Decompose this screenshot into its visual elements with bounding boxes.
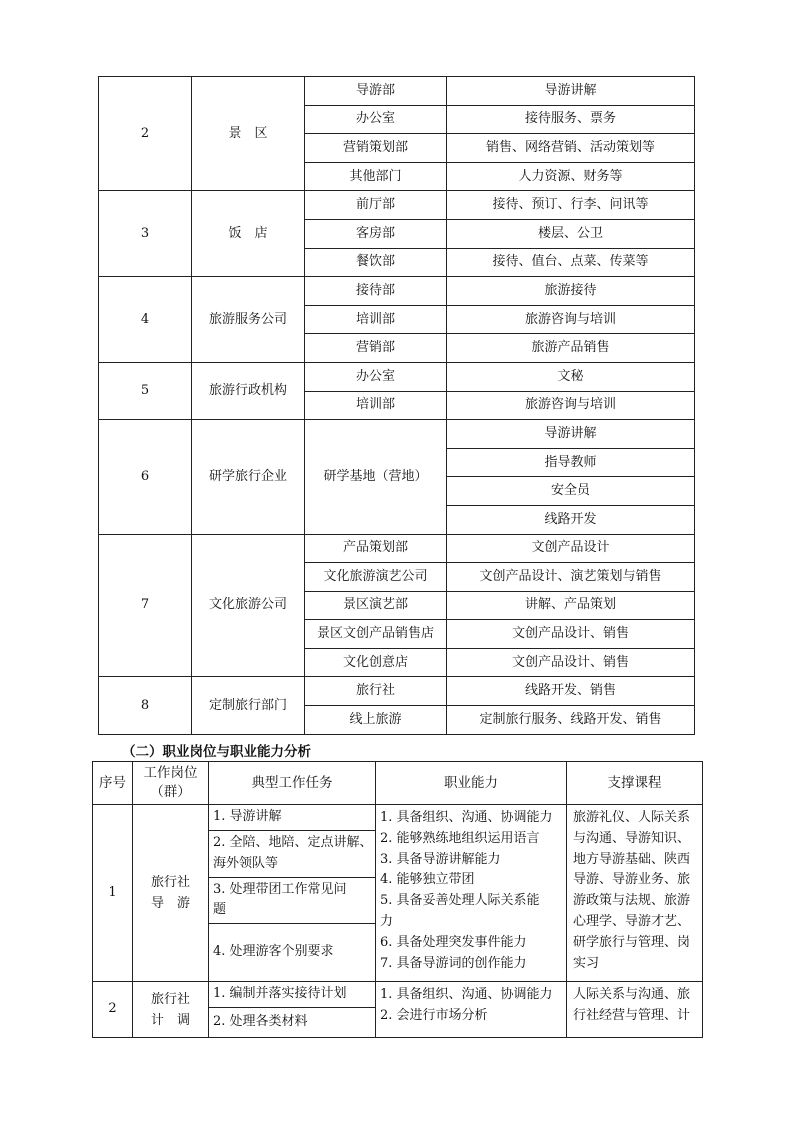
course-line: 游政策与法规、旅游 — [573, 893, 691, 909]
job-duty: 文创产品设计 — [447, 534, 695, 563]
department: 文化旅游演艺公司 — [305, 563, 447, 592]
department: 培训部 — [305, 305, 447, 334]
department: 营销策划部 — [305, 134, 447, 163]
task-line: 2. 处理各类材料 — [213, 1014, 308, 1030]
header-post-line1: 工作岗位 — [143, 765, 198, 781]
job-post-line1: 旅行社 — [150, 991, 190, 1007]
job-duty: 文秘 — [447, 362, 695, 391]
org-type: 旅游服务公司 — [192, 277, 305, 363]
job-duty: 销售、网络营销、活动策划等 — [447, 134, 695, 163]
ability-line: 1. 具备组织、沟通、协调能力 — [380, 987, 553, 1003]
task-line: 题 — [213, 902, 227, 918]
dept-table-row — [99, 277, 695, 306]
row-number: 3 — [99, 191, 192, 277]
course-line: 地方导游基础、陕西 — [573, 851, 691, 867]
job-duty: 文创产品设计、演艺策划与销售 — [447, 563, 695, 592]
row-number: 2 — [93, 982, 133, 1038]
row-number: 8 — [99, 677, 192, 734]
job-duty: 接待、预订、行李、问讯等 — [447, 191, 695, 220]
task-line: 海外领队等 — [213, 855, 279, 871]
department: 景区演艺部 — [305, 591, 447, 620]
department: 研学基地（营地） — [305, 420, 447, 534]
ability-line: 3. 具备导游讲解能力 — [380, 851, 501, 867]
ability-line: 6. 具备处理突发事件能力 — [380, 934, 527, 950]
dept-table-row — [99, 362, 695, 391]
org-type: 定制旅行部门 — [192, 677, 305, 734]
department-table — [98, 76, 695, 735]
ability-line: 力 — [380, 913, 394, 929]
job-duty: 线路开发 — [447, 505, 695, 534]
course-line: 旅游礼仪、人际关系 — [573, 810, 691, 825]
course-line: 行社经营与管理、计 — [573, 1007, 691, 1023]
post-ability-table — [92, 761, 703, 1038]
job-duty: 线路开发、销售 — [447, 677, 695, 706]
header-courses: 支撑课程 — [567, 762, 703, 805]
task-line: 4. 处理游客个别要求 — [213, 944, 334, 960]
job-duty: 讲解、产品策划 — [447, 591, 695, 620]
course-line: 人际关系与沟通、旅 — [573, 987, 691, 1003]
org-type: 饭 店 — [192, 191, 305, 277]
header-post-line2: （群） — [150, 784, 191, 800]
typical-task — [209, 924, 376, 982]
job-post — [133, 805, 209, 982]
job-duty: 安全员 — [447, 477, 695, 506]
org-type: 景 区 — [192, 77, 305, 191]
department: 景区文创产品销售店 — [305, 620, 447, 649]
course-line: 实习 — [573, 955, 600, 971]
department: 线上旅游 — [305, 706, 447, 735]
job-duty: 定制旅行服务、线路开发、销售 — [447, 706, 695, 735]
job-duty: 指导教师 — [447, 448, 695, 477]
job-duty: 旅游咨询与培训 — [447, 305, 695, 334]
department: 接待部 — [305, 277, 447, 306]
course-line: 导游、导游业务、旅 — [573, 872, 691, 888]
job-duty: 楼层、公卫 — [447, 219, 695, 248]
row-number: 6 — [99, 420, 192, 534]
ability-table-row — [93, 805, 703, 831]
typical-task — [209, 805, 376, 831]
job-duty: 人力资源、财务等 — [447, 162, 695, 191]
job-duty: 旅游产品销售 — [447, 334, 695, 363]
typical-task — [209, 877, 376, 924]
ability-table-row — [93, 982, 703, 1008]
job-post — [133, 982, 209, 1038]
org-type: 研学旅行企业 — [192, 420, 305, 534]
job-duty: 接待服务、票务 — [447, 105, 695, 134]
vocational-ability — [376, 805, 567, 982]
task-line: 1. 导游讲解 — [213, 809, 282, 825]
typical-task — [209, 1008, 376, 1038]
row-number: 5 — [99, 362, 192, 419]
typical-task — [209, 982, 376, 1008]
department: 餐饮部 — [305, 248, 447, 277]
header-ability: 职业能力 — [376, 762, 567, 805]
row-number: 4 — [99, 277, 192, 363]
job-post-line1: 旅行社 — [150, 875, 190, 891]
department: 文化创意店 — [305, 648, 447, 677]
row-number: 1 — [93, 805, 133, 982]
dept-table-row — [99, 77, 695, 106]
row-number: 7 — [99, 534, 192, 677]
header-post — [133, 762, 209, 805]
job-duty: 旅游咨询与培训 — [447, 391, 695, 420]
ability-line: 1. 具备组织、沟通、协调能力 — [380, 810, 553, 825]
vocational-ability — [376, 982, 567, 1038]
department: 其他部门 — [305, 162, 447, 191]
department: 营销部 — [305, 334, 447, 363]
dept-table-row — [99, 534, 695, 563]
section-title: （二）职业岗位与职业能力分析 — [122, 744, 311, 760]
job-duty: 导游讲解 — [447, 77, 695, 106]
dept-table-row — [99, 677, 695, 706]
supporting-courses — [567, 982, 703, 1038]
course-line: 研学旅行与管理、岗 — [573, 934, 691, 950]
dept-table-row — [99, 191, 695, 220]
ability-line: 5. 具备妥善处理人际关系能 — [380, 893, 540, 909]
department: 前厅部 — [305, 191, 447, 220]
ability-line: 7. 具备导游词的创作能力 — [380, 955, 527, 971]
header-tasks: 典型工作任务 — [209, 762, 376, 805]
job-post-line2: 计 调 — [150, 1012, 190, 1028]
course-line: 与沟通、导游知识、 — [573, 830, 691, 846]
header-no: 序号 — [93, 762, 133, 805]
task-line: 2. 全陪、地陪、定点讲解、 — [213, 835, 373, 850]
org-type: 文化旅游公司 — [192, 534, 305, 677]
job-duty: 导游讲解 — [447, 420, 695, 449]
dept-table-row — [99, 420, 695, 449]
job-duty: 文创产品设计、销售 — [447, 648, 695, 677]
task-line: 3. 处理带团工作常见问 — [213, 881, 347, 897]
org-type: 旅游行政机构 — [192, 362, 305, 419]
job-duty: 接待、值台、点菜、传菜等 — [447, 248, 695, 277]
header-row — [93, 762, 703, 805]
row-number: 2 — [99, 77, 192, 191]
ability-line: 2. 能够熟练地组织运用语言 — [380, 830, 540, 846]
job-post-line2: 导 游 — [150, 896, 190, 912]
ability-line: 4. 能够独立带团 — [380, 872, 475, 888]
ability-line: 2. 会进行市场分析 — [380, 1007, 488, 1023]
task-line: 1. 编制并落实接待计划 — [213, 986, 347, 1002]
supporting-courses — [567, 805, 703, 982]
course-line: 心理学、导游才艺、 — [573, 913, 691, 929]
job-duty: 旅游接待 — [447, 277, 695, 306]
typical-task — [209, 831, 376, 878]
department: 旅行社 — [305, 677, 447, 706]
department: 办公室 — [305, 362, 447, 391]
department: 培训部 — [305, 391, 447, 420]
department: 客房部 — [305, 219, 447, 248]
department: 产品策划部 — [305, 534, 447, 563]
job-duty: 文创产品设计、销售 — [447, 620, 695, 649]
department: 导游部 — [305, 77, 447, 106]
department: 办公室 — [305, 105, 447, 134]
